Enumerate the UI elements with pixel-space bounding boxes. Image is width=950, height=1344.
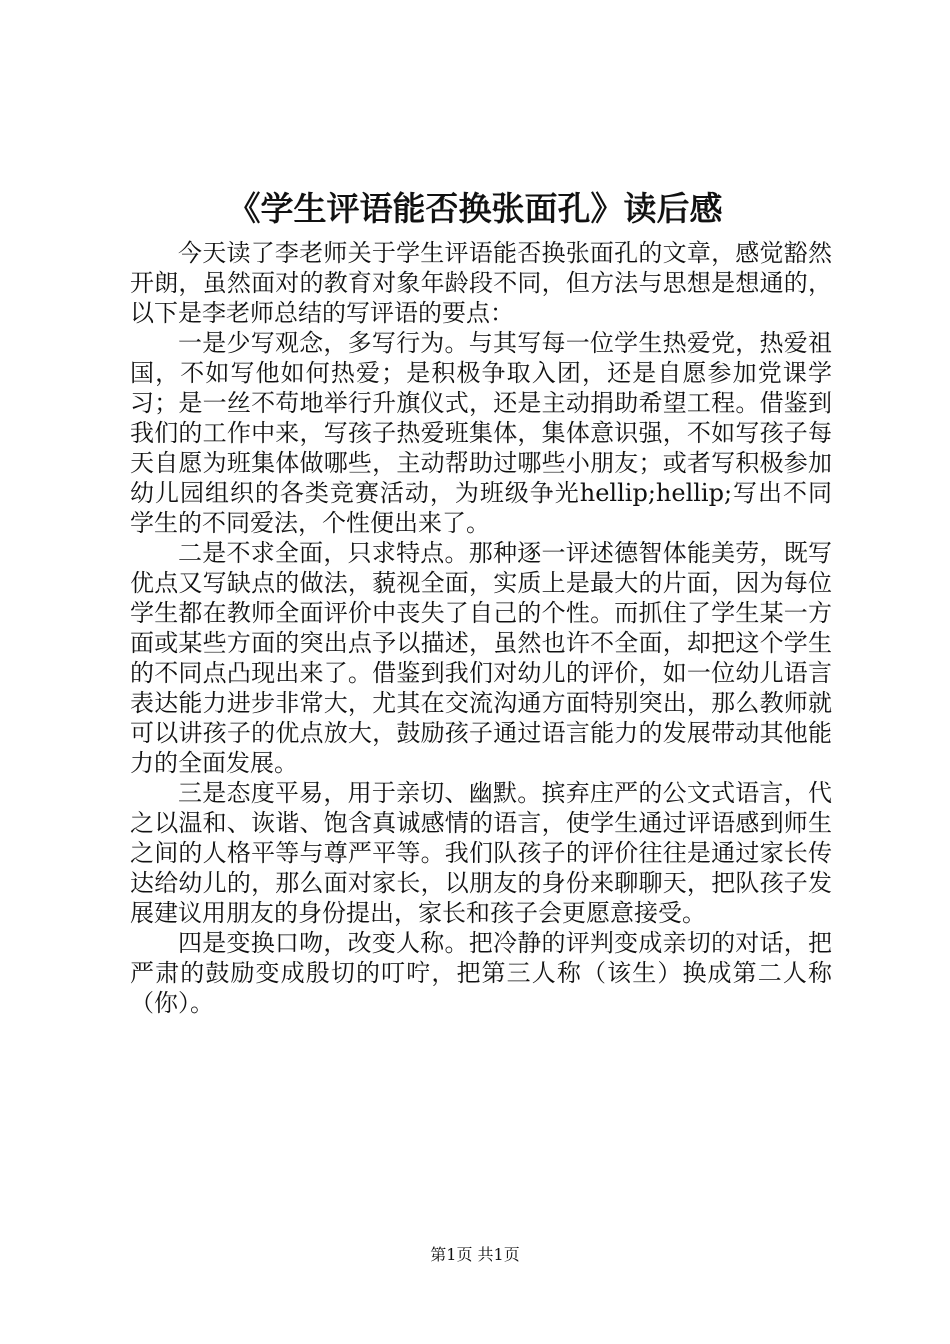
document-title: 《学生评语能否换张面孔》读后感 xyxy=(227,189,723,228)
paragraph-point-4: 四是变换口吻，改变人称。把冷静的评判变成亲切的对话，把严肃的鼓励变成殷切的叮咛，把第三人称（该生）换成第二人称（你）。 xyxy=(130,929,832,1017)
document-body xyxy=(130,238,832,1018)
paragraph-point-1: 一是少写观念，多写行为。与其写每一位学生热爱党，热爱祖国，不如写他如何热爱；是积极争取入团，还是自愿参加党课学习；是一丝不苟地举行升旗仪式，还是主动捐助希望工程。借鉴到我们的工作中来，写孩子热爱班集体，集体意识强，不如写孩子每天自愿为班集体做哪些，主动帮助过哪些小朋友；或者写积极参加幼儿园组织的各类竞赛活动，为班级争光hellip;hellip;写出不同学生的不同爱法，个性便出来了。 xyxy=(130,329,832,537)
paragraph-point-2: 二是不求全面，只求特点。那种逐一评述德智体能美劳，既写优点又写缺点的做法，藐视全面，实质上是最大的片面，因为每位学生都在教师全面评价中丧失了自己的个性。而抓住了学生某一方面或某些方面的突出点予以描述，虽然也许不全面，却把这个学生的不同点凸现出来了。借鉴到我们对幼儿的评价，如一位幼儿语言表达能力进步非常大，尤其在交流沟通方面特别突出，那么教师就可以讲孩子的优点放大，鼓励孩子通过语言能力的发展带动其他能力的全面发展。 xyxy=(130,539,832,777)
page-number-footer: 第1页 共1页 xyxy=(430,1245,520,1264)
paragraph-point-3: 三是态度平易，用于亲切、幽默。摈弃庄严的公文式语言，代之以温和、诙谐、饱含真诚感情的语言，使学生通过评语感到师生之间的人格平等与尊严平等。我们队孩子的评价往往是通过家长传达给幼儿的，那么面对家长，以朋友的身份来聊聊天，把队孩子发展建议用朋友的身份提出，家长和孩子会更愿意接受。 xyxy=(130,779,832,927)
paragraph-intro: 今天读了李老师关于学生评语能否换张面孔的文章，感觉豁然开朗，虽然面对的教育对象年龄段不同，但方法与思想是想通的，以下是李老师总结的写评语的要点： xyxy=(130,239,832,327)
